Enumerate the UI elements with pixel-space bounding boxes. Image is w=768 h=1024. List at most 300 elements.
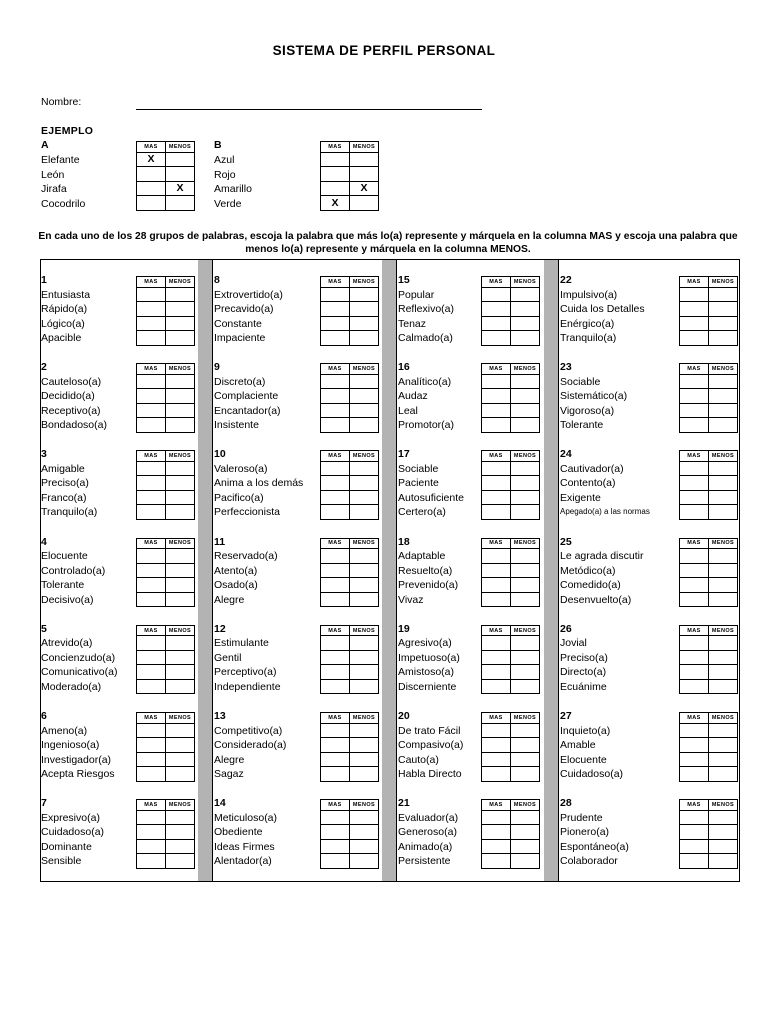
menos-checkbox[interactable] [350, 549, 379, 564]
mas-checkbox[interactable] [137, 505, 166, 520]
mas-checkbox[interactable] [137, 592, 166, 607]
mas-column-header: MAS [137, 625, 166, 636]
group-mark-grid [136, 799, 195, 869]
menos-column-header: MENOS [166, 538, 195, 549]
menos-checkbox[interactable] [709, 665, 738, 680]
word-option: Decidido(a) [41, 390, 95, 403]
mas-checkbox[interactable] [680, 839, 709, 854]
menos-checkbox[interactable] [166, 316, 195, 331]
mas-column-header: MAS [680, 364, 709, 375]
mas-checkbox[interactable] [482, 839, 511, 854]
menos-checkbox[interactable] [709, 476, 738, 491]
word-option: Cuida los Detalles [560, 303, 645, 315]
mas-checkbox[interactable] [680, 287, 709, 302]
mas-checkbox[interactable] [321, 665, 350, 680]
menos-checkbox[interactable] [709, 374, 738, 389]
menos-checkbox[interactable] [166, 578, 195, 593]
menos-checkbox[interactable]: X [350, 181, 379, 196]
menos-checkbox[interactable] [709, 389, 738, 404]
mas-checkbox[interactable] [137, 549, 166, 564]
menos-checkbox[interactable] [166, 752, 195, 767]
mas-checkbox[interactable] [137, 839, 166, 854]
word-option: Concienzudo(a) [41, 651, 116, 664]
mas-checkbox[interactable] [482, 650, 511, 665]
menos-checkbox[interactable] [709, 767, 738, 782]
mas-checkbox[interactable] [482, 316, 511, 331]
menos-checkbox[interactable] [511, 738, 540, 753]
menos-column-header: MENOS [350, 713, 379, 724]
word-option: Discreto(a) [214, 375, 266, 388]
mas-checkbox[interactable] [137, 287, 166, 302]
menos-checkbox[interactable] [709, 461, 738, 476]
menos-checkbox[interactable] [709, 403, 738, 418]
mas-checkbox[interactable] [137, 665, 166, 680]
mas-checkbox[interactable] [680, 650, 709, 665]
menos-checkbox[interactable] [709, 490, 738, 505]
menos-checkbox[interactable] [166, 854, 195, 869]
name-field[interactable] [136, 109, 482, 110]
mas-checkbox[interactable] [137, 810, 166, 825]
word-option: Acepta Riesgos [41, 768, 115, 780]
mas-checkbox[interactable] [321, 461, 350, 476]
menos-checkbox[interactable] [166, 167, 195, 182]
mas-checkbox[interactable] [680, 592, 709, 607]
menos-checkbox[interactable] [511, 302, 540, 317]
menos-checkbox[interactable] [350, 810, 379, 825]
mas-checkbox[interactable] [680, 403, 709, 418]
menos-checkbox[interactable] [511, 418, 540, 433]
mas-checkbox[interactable] [680, 752, 709, 767]
mas-checkbox[interactable] [680, 418, 709, 433]
mas-checkbox[interactable] [482, 403, 511, 418]
menos-checkbox[interactable] [709, 505, 738, 520]
menos-checkbox[interactable] [350, 563, 379, 578]
mas-checkbox[interactable] [137, 825, 166, 840]
menos-checkbox[interactable] [709, 810, 738, 825]
menos-checkbox[interactable] [511, 839, 540, 854]
word-option: Anima a los demás [214, 477, 304, 490]
mas-checkbox[interactable] [321, 636, 350, 651]
mas-checkbox[interactable] [482, 738, 511, 753]
mas-checkbox[interactable] [482, 767, 511, 782]
menos-checkbox[interactable] [166, 810, 195, 825]
mas-checkbox[interactable] [680, 490, 709, 505]
menos-checkbox[interactable] [166, 418, 195, 433]
menos-checkbox[interactable] [350, 418, 379, 433]
mas-checkbox[interactable] [321, 854, 350, 869]
menos-checkbox[interactable] [511, 679, 540, 694]
mas-checkbox[interactable] [321, 650, 350, 665]
menos-checkbox[interactable] [350, 723, 379, 738]
menos-checkbox[interactable] [709, 650, 738, 665]
word-option: Ideas Firmes [214, 840, 275, 853]
mas-checkbox[interactable] [321, 152, 350, 167]
menos-checkbox[interactable] [166, 738, 195, 753]
menos-checkbox[interactable] [709, 752, 738, 767]
mas-checkbox[interactable] [321, 287, 350, 302]
mas-checkbox[interactable] [680, 563, 709, 578]
mas-checkbox[interactable] [680, 636, 709, 651]
menos-checkbox[interactable] [709, 854, 738, 869]
menos-checkbox[interactable] [709, 738, 738, 753]
word-option: Sociable [560, 375, 601, 388]
menos-checkbox[interactable] [166, 549, 195, 564]
mas-checkbox[interactable] [137, 461, 166, 476]
menos-checkbox[interactable] [709, 316, 738, 331]
menos-checkbox[interactable] [350, 403, 379, 418]
menos-column-header: MENOS [709, 713, 738, 724]
menos-checkbox[interactable] [166, 389, 195, 404]
mas-checkbox[interactable] [482, 563, 511, 578]
menos-checkbox[interactable] [166, 461, 195, 476]
word-option: Evaluador(a) [398, 811, 459, 824]
mas-checkbox[interactable] [680, 578, 709, 593]
menos-column-header: MENOS [511, 538, 540, 549]
word-option: Ingenioso(a) [41, 739, 100, 751]
mas-checkbox[interactable] [680, 461, 709, 476]
mas-checkbox[interactable] [137, 389, 166, 404]
menos-checkbox[interactable] [166, 403, 195, 418]
word-option: Apacible [41, 332, 82, 344]
menos-checkbox[interactable] [709, 636, 738, 651]
mas-checkbox[interactable]: X [137, 152, 166, 167]
column-divider [396, 260, 397, 881]
group-mark-grid [679, 625, 738, 695]
mas-checkbox[interactable] [321, 505, 350, 520]
menos-checkbox[interactable] [166, 331, 195, 346]
mas-checkbox[interactable] [137, 490, 166, 505]
mas-checkbox[interactable] [482, 331, 511, 346]
mas-checkbox[interactable] [321, 549, 350, 564]
menos-checkbox[interactable] [350, 839, 379, 854]
word-option: Investigador(a) [41, 753, 112, 766]
word-option: Franco(a) [41, 491, 87, 504]
group-number: 15 [398, 274, 410, 286]
mas-checkbox[interactable] [321, 302, 350, 317]
mas-checkbox[interactable] [482, 302, 511, 317]
menos-checkbox[interactable] [511, 374, 540, 389]
mas-checkbox[interactable] [137, 723, 166, 738]
menos-column-header: MENOS [709, 364, 738, 375]
page-title: SISTEMA DE PERFIL PERSONAL [272, 43, 496, 58]
mas-checkbox[interactable] [482, 854, 511, 869]
mas-checkbox[interactable] [482, 752, 511, 767]
mas-checkbox[interactable] [137, 650, 166, 665]
menos-checkbox[interactable] [166, 196, 195, 211]
word-option: Jovial [560, 637, 587, 650]
mas-checkbox[interactable]: X [321, 196, 350, 211]
mas-column-header: MAS [321, 451, 350, 462]
mas-checkbox[interactable] [137, 476, 166, 491]
group-number: 17 [398, 448, 410, 461]
menos-checkbox[interactable] [350, 738, 379, 753]
mas-checkbox[interactable] [680, 549, 709, 564]
menos-checkbox[interactable] [166, 505, 195, 520]
word-option: Desenvuelto(a) [560, 593, 632, 606]
mas-checkbox[interactable] [680, 738, 709, 753]
menos-checkbox[interactable] [511, 592, 540, 607]
word-option: Sagaz [214, 768, 244, 780]
menos-checkbox[interactable] [350, 825, 379, 840]
mas-checkbox[interactable] [482, 505, 511, 520]
menos-checkbox[interactable] [350, 374, 379, 389]
word-option: Alentador(a) [214, 855, 272, 868]
menos-checkbox[interactable] [166, 723, 195, 738]
menos-checkbox[interactable] [350, 331, 379, 346]
group-mark-grid [679, 363, 738, 433]
menos-checkbox[interactable] [511, 287, 540, 302]
menos-checkbox[interactable] [350, 389, 379, 404]
menos-checkbox[interactable] [511, 403, 540, 418]
menos-checkbox[interactable] [166, 767, 195, 782]
menos-checkbox[interactable] [350, 650, 379, 665]
mas-checkbox[interactable] [321, 331, 350, 346]
menos-checkbox[interactable] [511, 505, 540, 520]
menos-checkbox[interactable] [709, 578, 738, 593]
mas-checkbox[interactable] [680, 825, 709, 840]
menos-checkbox[interactable] [709, 723, 738, 738]
menos-checkbox[interactable] [511, 723, 540, 738]
group-number: 1 [41, 274, 47, 286]
menos-checkbox[interactable] [511, 549, 540, 564]
mas-checkbox[interactable] [321, 181, 350, 196]
mas-checkbox[interactable] [680, 476, 709, 491]
word-option: Tranquilo(a) [560, 332, 617, 344]
mas-checkbox[interactable] [482, 825, 511, 840]
mas-checkbox[interactable] [321, 723, 350, 738]
mas-checkbox[interactable] [482, 723, 511, 738]
menos-checkbox[interactable] [350, 302, 379, 317]
menos-checkbox[interactable] [709, 592, 738, 607]
mas-checkbox[interactable] [321, 592, 350, 607]
menos-checkbox[interactable]: X [166, 181, 195, 196]
menos-checkbox[interactable] [511, 476, 540, 491]
word-option: Encantador(a) [214, 404, 281, 417]
word-option: Moderado(a) [41, 680, 102, 693]
menos-checkbox[interactable] [350, 636, 379, 651]
mas-checkbox[interactable] [680, 723, 709, 738]
mas-checkbox[interactable] [680, 679, 709, 694]
word-option: Atrevido(a) [41, 637, 93, 650]
mas-checkbox[interactable] [137, 331, 166, 346]
mas-checkbox[interactable] [137, 403, 166, 418]
mas-column-header: MAS [137, 538, 166, 549]
mas-checkbox[interactable] [137, 854, 166, 869]
menos-checkbox[interactable] [511, 650, 540, 665]
menos-checkbox[interactable] [709, 839, 738, 854]
mas-checkbox[interactable] [137, 196, 166, 211]
word-option: Impetuoso(a) [398, 651, 460, 664]
mas-checkbox[interactable] [321, 403, 350, 418]
menos-checkbox[interactable] [350, 665, 379, 680]
mas-checkbox[interactable] [321, 563, 350, 578]
mas-checkbox[interactable] [482, 636, 511, 651]
menos-checkbox[interactable] [350, 196, 379, 211]
mas-checkbox[interactable] [482, 490, 511, 505]
mas-checkbox[interactable] [321, 490, 350, 505]
menos-checkbox[interactable] [511, 389, 540, 404]
menos-checkbox[interactable] [709, 418, 738, 433]
mas-checkbox[interactable] [482, 549, 511, 564]
word-option: Prudente [560, 811, 603, 824]
menos-checkbox[interactable] [511, 854, 540, 869]
menos-checkbox[interactable] [709, 563, 738, 578]
mas-checkbox[interactable] [680, 505, 709, 520]
menos-checkbox[interactable] [511, 665, 540, 680]
mas-checkbox[interactable] [321, 825, 350, 840]
menos-column-header: MENOS [350, 277, 379, 288]
menos-checkbox[interactable] [166, 152, 195, 167]
menos-checkbox[interactable] [350, 152, 379, 167]
mas-checkbox[interactable] [137, 752, 166, 767]
menos-checkbox[interactable] [166, 287, 195, 302]
mas-checkbox[interactable] [680, 331, 709, 346]
mas-checkbox[interactable] [482, 287, 511, 302]
mas-checkbox[interactable] [482, 374, 511, 389]
mas-checkbox[interactable] [137, 767, 166, 782]
mas-checkbox[interactable] [137, 636, 166, 651]
mas-checkbox[interactable] [680, 767, 709, 782]
menos-checkbox[interactable] [511, 825, 540, 840]
menos-checkbox[interactable] [350, 476, 379, 491]
menos-checkbox[interactable] [350, 679, 379, 694]
menos-checkbox[interactable] [350, 167, 379, 182]
mas-checkbox[interactable] [137, 316, 166, 331]
menos-checkbox[interactable] [511, 810, 540, 825]
mas-checkbox[interactable] [321, 839, 350, 854]
mas-checkbox[interactable] [137, 563, 166, 578]
menos-checkbox[interactable] [350, 578, 379, 593]
mas-checkbox[interactable] [321, 476, 350, 491]
menos-checkbox[interactable] [350, 461, 379, 476]
menos-checkbox[interactable] [709, 679, 738, 694]
word-option: Amable [560, 739, 596, 751]
mas-checkbox[interactable] [680, 665, 709, 680]
mas-checkbox[interactable] [321, 767, 350, 782]
mas-checkbox[interactable] [137, 679, 166, 694]
mas-checkbox[interactable] [321, 578, 350, 593]
example-word: León [41, 168, 65, 181]
mas-checkbox[interactable] [482, 810, 511, 825]
mas-checkbox[interactable] [482, 461, 511, 476]
mas-checkbox[interactable] [321, 738, 350, 753]
mas-checkbox[interactable] [137, 374, 166, 389]
menos-checkbox[interactable] [166, 563, 195, 578]
mas-checkbox[interactable] [680, 316, 709, 331]
group-number: 24 [560, 448, 572, 461]
mas-checkbox[interactable] [321, 752, 350, 767]
mas-checkbox[interactable] [482, 476, 511, 491]
word-option: Agresivo(a) [398, 637, 452, 650]
mas-checkbox[interactable] [321, 167, 350, 182]
mas-checkbox[interactable] [482, 679, 511, 694]
menos-checkbox[interactable] [350, 592, 379, 607]
menos-checkbox[interactable] [511, 636, 540, 651]
menos-checkbox[interactable] [511, 563, 540, 578]
mas-checkbox[interactable] [482, 578, 511, 593]
mas-checkbox[interactable] [680, 302, 709, 317]
mas-checkbox[interactable] [482, 592, 511, 607]
group-number: 11 [214, 535, 226, 548]
menos-checkbox[interactable] [511, 490, 540, 505]
mas-checkbox[interactable] [321, 810, 350, 825]
group-mark-grid [320, 538, 379, 608]
menos-checkbox[interactable] [350, 752, 379, 767]
menos-checkbox[interactable] [166, 665, 195, 680]
menos-checkbox[interactable] [350, 505, 379, 520]
mas-checkbox[interactable] [137, 738, 166, 753]
column-separator [544, 260, 558, 881]
mas-checkbox[interactable] [137, 302, 166, 317]
column-divider [212, 260, 213, 881]
menos-checkbox[interactable] [166, 636, 195, 651]
mas-checkbox[interactable] [482, 418, 511, 433]
menos-checkbox[interactable] [511, 461, 540, 476]
mas-checkbox[interactable] [680, 810, 709, 825]
menos-checkbox[interactable] [166, 490, 195, 505]
mas-column-header: MAS [321, 625, 350, 636]
menos-checkbox[interactable] [709, 549, 738, 564]
mas-checkbox[interactable] [482, 665, 511, 680]
menos-checkbox[interactable] [709, 825, 738, 840]
menos-checkbox[interactable] [166, 839, 195, 854]
mas-checkbox[interactable] [482, 389, 511, 404]
menos-checkbox[interactable] [350, 854, 379, 869]
menos-checkbox[interactable] [511, 767, 540, 782]
example-word: Elefante [41, 154, 80, 166]
menos-checkbox[interactable] [166, 592, 195, 607]
word-option: Complaciente [214, 390, 279, 403]
menos-checkbox[interactable] [166, 476, 195, 491]
mas-checkbox[interactable] [321, 316, 350, 331]
menos-checkbox[interactable] [511, 578, 540, 593]
menos-checkbox[interactable] [511, 316, 540, 331]
group-mark-grid [136, 276, 195, 346]
menos-checkbox[interactable] [166, 302, 195, 317]
menos-checkbox[interactable] [166, 825, 195, 840]
menos-checkbox[interactable] [350, 490, 379, 505]
mas-checkbox[interactable] [321, 389, 350, 404]
word-option: De trato Fácil [398, 724, 461, 737]
word-option: Precavido(a) [214, 303, 274, 315]
example-word: Cocodrilo [41, 197, 86, 210]
group-mark-grid [679, 799, 738, 869]
menos-checkbox[interactable] [511, 752, 540, 767]
mas-checkbox[interactable] [680, 374, 709, 389]
example-word: Jirafa [41, 183, 67, 195]
mas-checkbox[interactable] [137, 167, 166, 182]
mas-checkbox[interactable] [137, 578, 166, 593]
mas-checkbox[interactable] [137, 418, 166, 433]
mas-checkbox[interactable] [321, 418, 350, 433]
menos-checkbox[interactable] [166, 679, 195, 694]
menos-checkbox[interactable] [166, 650, 195, 665]
menos-checkbox[interactable] [709, 331, 738, 346]
group-mark-grid [136, 712, 195, 782]
menos-checkbox[interactable] [511, 331, 540, 346]
menos-checkbox[interactable] [350, 287, 379, 302]
menos-checkbox[interactable] [709, 302, 738, 317]
menos-checkbox[interactable] [166, 374, 195, 389]
mas-checkbox[interactable] [680, 854, 709, 869]
menos-checkbox[interactable] [350, 767, 379, 782]
menos-checkbox[interactable] [709, 287, 738, 302]
menos-checkbox[interactable] [350, 316, 379, 331]
mas-checkbox[interactable] [680, 389, 709, 404]
mas-checkbox[interactable] [137, 181, 166, 196]
mas-checkbox[interactable] [321, 679, 350, 694]
mas-checkbox[interactable] [321, 374, 350, 389]
